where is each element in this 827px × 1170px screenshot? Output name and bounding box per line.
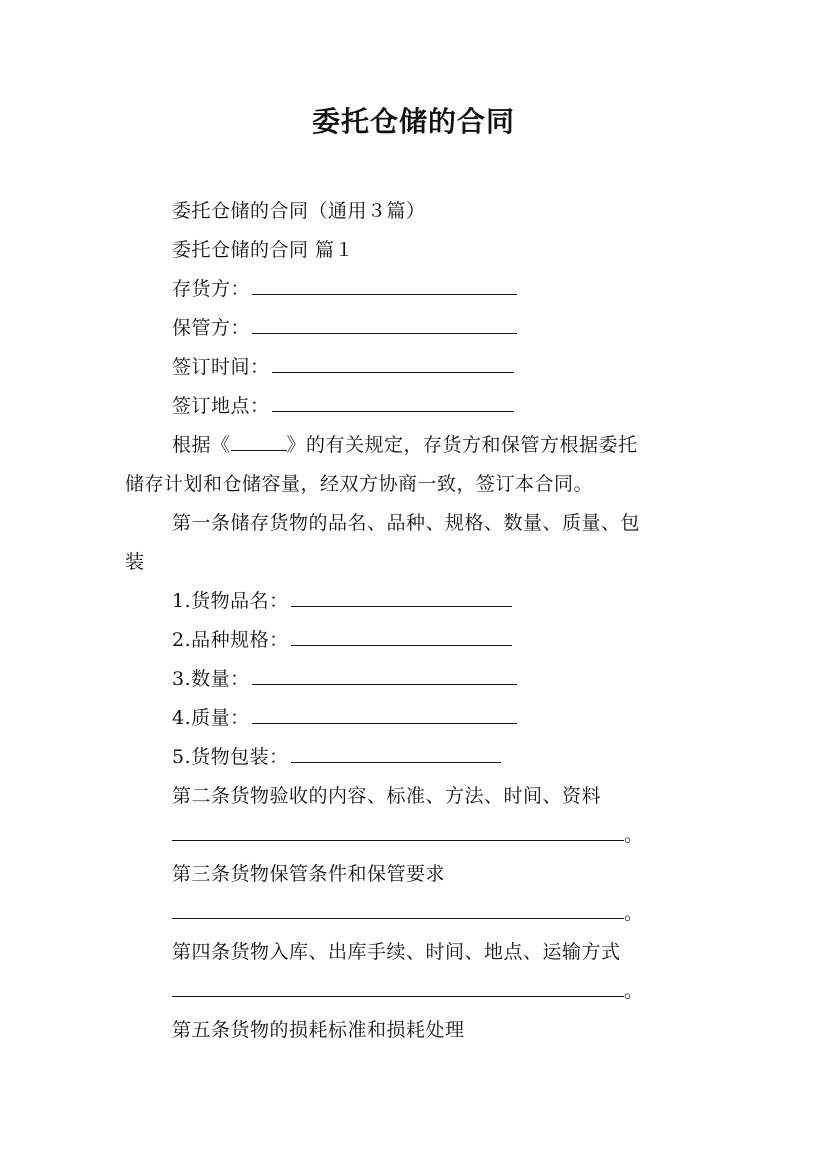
custodian-field [172,315,517,341]
article3-heading: 第三条货物保管条件和保管要求 [172,863,446,885]
article1-heading-line2: 装 [125,551,145,573]
article4-answer-line [172,978,644,1004]
article1-item-packaging [172,744,501,770]
article1-heading-line1: 第一条储存货物的品名、品种、规格、数量、质量、包 [172,512,641,534]
depositor-blank [252,276,517,295]
article2-answer-line [172,822,644,848]
article4-heading: 第四条货物入库、出库手续、时间、地点、运输方式 [172,941,621,963]
custodian-blank [252,315,517,334]
sign-place-field [172,393,514,419]
item-label: 5.货物包装： [172,746,289,768]
custodian-label: 保管方： [172,317,251,339]
article1-item-spec [172,627,512,653]
article1-item-name [172,588,512,614]
sign-time-blank [272,354,514,373]
item-label: 4.质量： [172,707,250,729]
document-subtitle: 委托仓储的合同（通用３篇） [172,200,426,222]
article2-heading: 第二条货物验收的内容、标准、方法、时间、资料 [172,785,602,807]
sign-place-blank [272,393,514,412]
article4-end: 。 [624,980,644,1002]
sign-time-label: 签订时间： [172,356,270,378]
section-heading: 委托仓储的合同 篇１ [172,239,355,261]
article2-end: 。 [624,824,644,846]
depositor-label: 存货方： [172,278,251,300]
article2-blank [172,822,624,841]
item-blank [291,744,501,763]
article3-blank [172,900,624,919]
item-blank [252,666,517,685]
article3-end: 。 [624,902,644,924]
article1-item-quantity [172,666,517,692]
sign-time-field [172,354,514,380]
article4-blank [172,978,624,997]
article3-answer-line [172,900,644,926]
article5-heading: 第五条货物的损耗标准和损耗处理 [172,1019,465,1041]
item-blank [291,588,512,607]
sign-place-label: 签订地点： [172,395,270,417]
item-blank [252,705,517,724]
depositor-field [172,276,517,302]
item-label: 2.品种规格： [172,629,289,651]
item-label: 1.货物品名： [172,590,289,612]
item-label: 3.数量： [172,668,250,690]
document-title: 委托仓储的合同 [311,105,515,138]
law-name-blank [231,432,287,451]
preamble-part1: 根据《 [172,434,231,456]
preamble-line-1 [172,432,638,458]
preamble-line-2: 储存计划和仓储容量，经双方协商一致，签订本合同。 [125,473,594,495]
item-blank [291,627,512,646]
preamble-part2: 》的有关规定，存货方和保管方根据委托 [286,434,638,456]
article1-item-quality [172,705,517,731]
